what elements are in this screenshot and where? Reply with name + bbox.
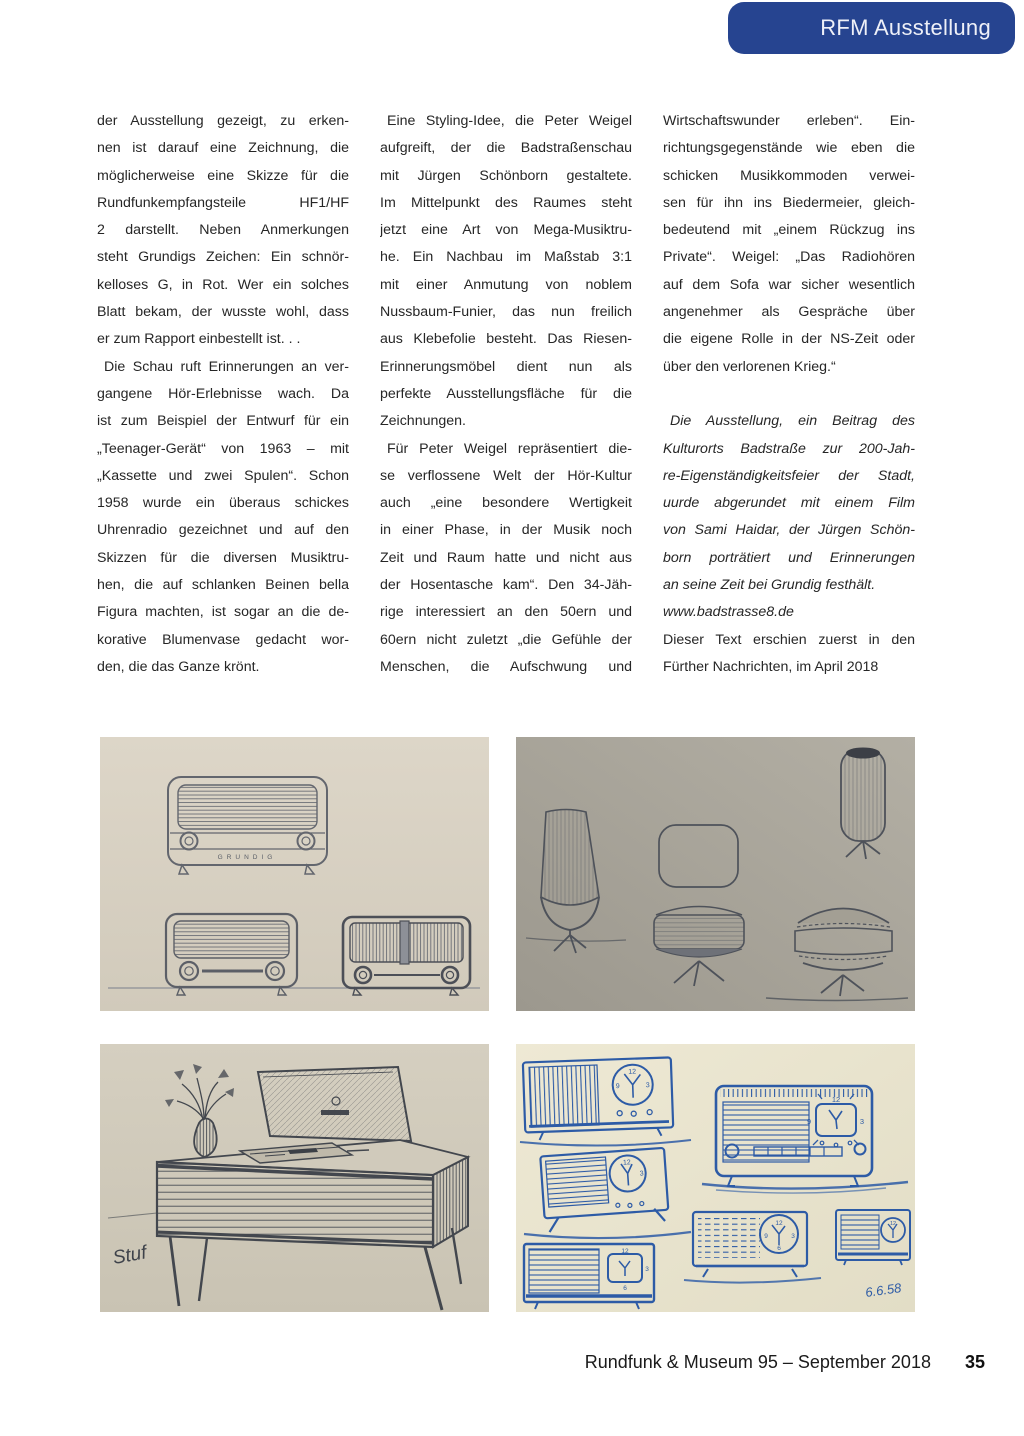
text-line bbox=[663, 381, 915, 408]
clock-radios-sketch-image bbox=[516, 1044, 915, 1312]
text-line: schicken Musikkommoden verwei- bbox=[663, 167, 915, 184]
text-line: er zum Rapport einbestellt ist. . . bbox=[97, 331, 301, 348]
text-line: nen ist darauf eine Zeichnung, die bbox=[97, 140, 349, 157]
text-line: korative Blumenvase gedacht wor- bbox=[97, 631, 349, 648]
svg-text:12: 12 bbox=[831, 1095, 841, 1104]
svg-text:12: 12 bbox=[628, 1068, 637, 1076]
figure-speaker-furniture bbox=[516, 737, 915, 1011]
text-column-3 bbox=[663, 108, 915, 681]
text-line: aus Klebefolie besteht. Das Riesen- bbox=[380, 331, 632, 348]
text-line: Wirtschaftswunder erleben“. Ein- bbox=[663, 113, 915, 129]
text-column-2 bbox=[380, 108, 632, 681]
page-footer bbox=[585, 1352, 985, 1373]
text-line: mit einer Anmutung von noblem bbox=[380, 276, 632, 293]
svg-text:9: 9 bbox=[615, 1083, 620, 1091]
text-line: 1958 wurde ein überaus schickes bbox=[97, 495, 349, 512]
text-line: Fürther Nachrichten, im April 2018 bbox=[663, 658, 879, 675]
section-tab bbox=[728, 2, 1015, 54]
text-line: „Kassette und zwei Spulen“. Schon bbox=[97, 467, 349, 484]
text-line: he. Ein Nachbau im Maßstab 3:1 bbox=[380, 249, 632, 266]
text-line: se verflossene Welt der Hör-Kultur bbox=[380, 467, 632, 484]
speaker-furniture-sketch-image bbox=[516, 737, 915, 1011]
text-line: 60ern nicht zuletzt „die Gefühle der bbox=[380, 631, 632, 648]
figure-table-radios bbox=[100, 737, 489, 1011]
svg-text:3: 3 bbox=[639, 1170, 644, 1178]
text-line: in einer Phase, in der Musik noch bbox=[380, 522, 632, 539]
text-line: von Sami Haidar, der Jürgen Schön- bbox=[663, 522, 915, 539]
text-line: die eigene Rolle in der NS-Zeit oder bbox=[663, 331, 915, 348]
footer-page-number: 35 bbox=[964, 1352, 985, 1372]
text-line: hen, die auf schlanken Beinen bella bbox=[97, 577, 349, 594]
text-line: Erinnerungsmöbel dient nun als bbox=[380, 358, 632, 375]
text-line: an seine Zeit bei Grundig festhält. bbox=[663, 577, 876, 594]
text-line: Nussbaum-Funier, das nun freilich bbox=[380, 304, 632, 321]
text-line: Figura machten, ist sogar an die de- bbox=[97, 604, 349, 621]
text-line: aufgreift, der die Badstraßenschau bbox=[380, 140, 632, 157]
sketch-paper bbox=[100, 737, 489, 1011]
svg-text:3: 3 bbox=[645, 1266, 649, 1273]
figure-music-cabinet bbox=[100, 1044, 489, 1312]
brand-lettering: GRUNDIG bbox=[217, 854, 277, 861]
text-line: Uhrenradio gezeichnet und auf den bbox=[97, 522, 349, 539]
text-line: 2 darstellt. Neben Anmerkungen bbox=[97, 222, 349, 239]
text-line: bedeutend mit „einem Rückzug ins bbox=[663, 222, 915, 239]
article-body bbox=[97, 108, 915, 681]
text-line: der Hosentasche kam“. Den 34-Jäh- bbox=[380, 577, 632, 594]
text-line: re-Eigenständigkeitsfeier der Stadt, bbox=[663, 467, 915, 484]
text-line: richtungsgegenstände wie eben die bbox=[663, 140, 915, 157]
text-line: Zeichnungen. bbox=[380, 413, 466, 430]
svg-text:12: 12 bbox=[775, 1220, 783, 1227]
text-line: Für Peter Weigel repräsentiert die- bbox=[387, 440, 632, 457]
svg-text:12: 12 bbox=[621, 1248, 629, 1255]
text-line: Zeit und Raum hatte und nicht aus bbox=[380, 549, 632, 566]
text-line: möglicherweise eine Skizze für die bbox=[97, 167, 349, 184]
text-line: rige interessiert an den 50ern und bbox=[380, 604, 632, 621]
svg-text:9: 9 bbox=[764, 1233, 768, 1240]
artist-signature: Stuf bbox=[111, 1242, 149, 1269]
music-cabinet-sketch-image bbox=[100, 1044, 489, 1312]
text-line: sen für ihn ins Biedermeier, gleich- bbox=[663, 194, 915, 211]
text-line: „Teenager-Gerät“ von 1963 – mit bbox=[97, 440, 349, 457]
text-line: Blatt bekam, der wusste wohl, dass bbox=[97, 304, 349, 321]
text-line: Dieser Text erschien zuerst in den bbox=[663, 631, 915, 648]
text-line: uurde abgerundet mit einem Film bbox=[663, 495, 915, 512]
text-line: Skizzen für die diversen Musiktru- bbox=[97, 549, 349, 566]
svg-text:3: 3 bbox=[645, 1082, 650, 1090]
text-line: jetzt eine Art von Mega-Musiktru- bbox=[380, 222, 632, 239]
text-line: den, die das Ganze krönt. bbox=[97, 658, 260, 675]
text-line: der Ausstellung gezeigt, zu erken- bbox=[97, 113, 349, 129]
text-line: www.badstrasse8.de bbox=[663, 604, 794, 621]
text-line: perfekte Ausstellungsfläche für die bbox=[380, 385, 632, 402]
text-line: Rundfunkempfangsteile HF1/HF bbox=[97, 194, 349, 211]
svg-text:12: 12 bbox=[622, 1159, 632, 1167]
text-line: Kulturorts Badstraße zur 200-Jah- bbox=[663, 440, 915, 457]
text-line: gangene Hör-Erlebnisse wach. Da bbox=[97, 385, 349, 402]
table-radios-sketch-image bbox=[100, 737, 489, 1011]
text-line: Im Mittelpunkt des Raumes steht bbox=[380, 194, 632, 211]
text-line: angenehmer als Gespräche über bbox=[663, 304, 915, 321]
text-line: Die Ausstellung, ein Beitrag des bbox=[670, 413, 915, 430]
footer-journal-line: Rundfunk & Museum 95 – September 2018 bbox=[584, 1352, 931, 1372]
figure-clock-radios bbox=[516, 1044, 915, 1312]
svg-text:9: 9 bbox=[806, 1117, 812, 1126]
svg-text:3: 3 bbox=[791, 1233, 795, 1240]
text-line: über den verlorenen Krieg.“ bbox=[663, 358, 836, 375]
text-line: kelloses G, in Rot. Wer ein solches bbox=[97, 276, 349, 293]
text-line: Private“. Weigel: „Das Radiohören bbox=[663, 249, 915, 266]
svg-text:6: 6 bbox=[777, 1245, 781, 1252]
text-line: auf dem Sofa war sicher wesentlich bbox=[663, 276, 915, 293]
svg-text:6: 6 bbox=[623, 1285, 627, 1292]
svg-text:12: 12 bbox=[889, 1221, 897, 1227]
text-line: auch „eine besondere Wertigkeit bbox=[380, 495, 632, 512]
text-line: born porträtiert und Erinnerungen bbox=[663, 549, 915, 566]
text-line: Eine Styling-Idee, die Peter Weigel bbox=[387, 113, 632, 129]
text-line: steht Grundigs Zeichen: Ein schnör- bbox=[97, 249, 349, 266]
date-notation: 6.6.58 bbox=[864, 1280, 903, 1300]
text-line: Die Schau ruft Erinnerungen an ver- bbox=[104, 358, 349, 375]
text-line: mit Jürgen Schönborn gestaltete. bbox=[380, 167, 632, 184]
text-line: Menschen, die Aufschwung und bbox=[380, 658, 632, 675]
text-column-1 bbox=[97, 108, 349, 681]
section-tab-label: RFM Ausstellung bbox=[820, 15, 991, 40]
svg-text:3: 3 bbox=[859, 1117, 865, 1126]
text-line: ist zum Beispiel der Entwurf für ein bbox=[97, 413, 349, 430]
